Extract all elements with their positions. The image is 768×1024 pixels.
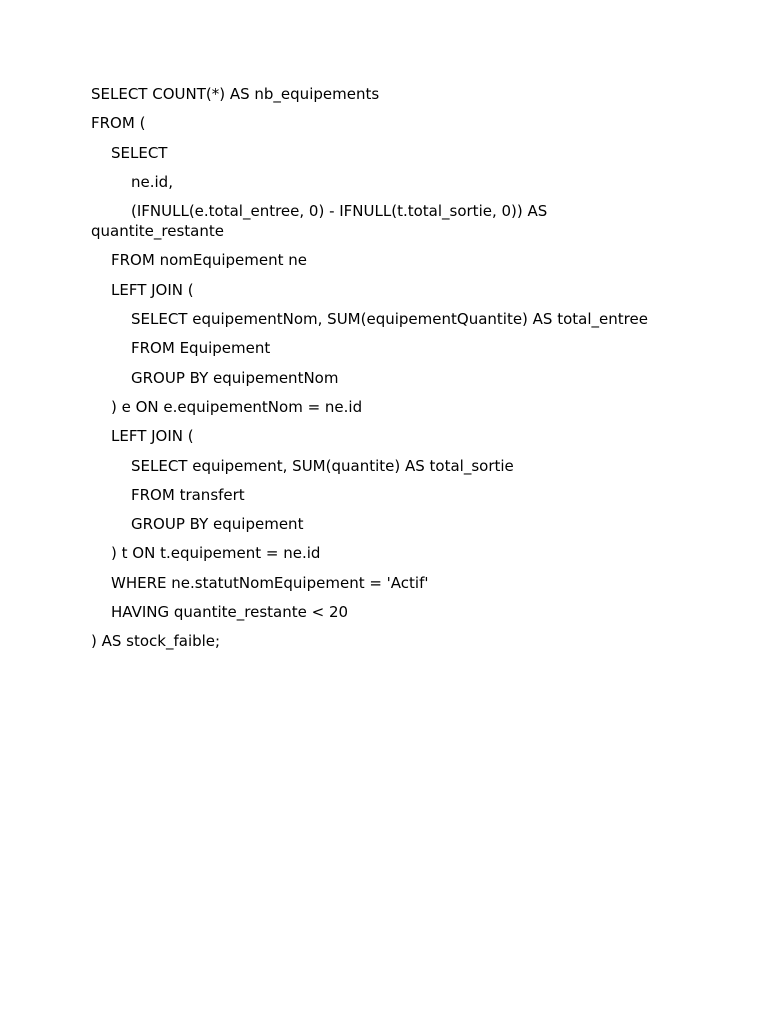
sql-line: HAVING quantite_restante < 20 (111, 603, 349, 622)
sql-line: FROM ( (91, 114, 146, 133)
sql-line: SELECT COUNT(*) AS nb_equipements (91, 85, 380, 103)
sql-line: ) e ON e.equipementNom = ne.id (111, 397, 363, 416)
sql-line: (IFNULL(e.total_entree, 0) - IFNULL(t.total_sortie, 0)) AS quantite_restante (91, 202, 553, 241)
sql-query-text (91, 84, 681, 661)
sql-line: LEFT JOIN ( (111, 280, 194, 299)
sql-line: LEFT JOIN ( (111, 427, 194, 446)
sql-line: SELECT equipementNom, SUM(equipementQuantite) AS total_entree (131, 310, 648, 329)
sql-line: FROM transfert (131, 485, 245, 504)
sql-line: SELECT (111, 143, 168, 162)
sql-line: FROM Equipement (131, 339, 271, 358)
sql-line: WHERE ne.statutNomEquipement = 'Actif' (111, 573, 429, 592)
sql-line: GROUP BY equipementNom (131, 368, 339, 387)
sql-line: FROM nomEquipement ne (111, 251, 308, 270)
sql-line: SELECT equipement, SUM(quantite) AS total_sortie (131, 456, 514, 475)
sql-line: ) t ON t.equipement = ne.id (111, 544, 321, 563)
sql-line: GROUP BY equipement (131, 515, 304, 534)
sql-line: ) AS stock_faible; (91, 632, 221, 651)
sql-line: ne.id, (131, 172, 173, 191)
